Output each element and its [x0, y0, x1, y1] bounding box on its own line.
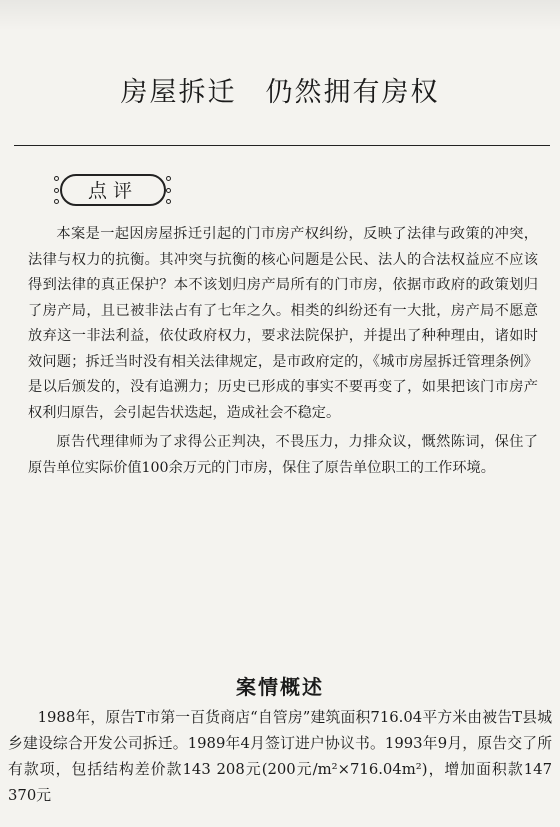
comment-paragraph-2: 原告代理律师为了求得公正判决，不畏压力，力排众议，慨然陈词，保住了原告单位实际价值100余万元的门市房，保住了原告单位职工的工作环境。	[28, 434, 538, 476]
comment-section	[28, 222, 538, 481]
scan-edge	[0, 0, 560, 30]
case-summary	[8, 705, 552, 809]
case-summary-paragraph: 1988年，原告T市第一百货商店“自管房”建筑面积716.04平方米由被告T县城乡建设综合开发公司拆迁。1989年4月签订进户协议书。1993年9月，原告交了所有款项，包括结构差价款143 208元(200元/m²×716.04m²)，增加面积款147 370元	[8, 709, 552, 804]
page-title: 房屋拆迁 仍然拥有房权	[120, 77, 440, 109]
divider	[14, 145, 550, 146]
comment-paragraph-1: 本案是一起因房屋拆迁引起的门市房产权纠纷，反映了法律与政策的冲突，法律与权力的抗衡。其冲突与抗衡的核心问题是公民、法人的合法权益应不应该得到法律的真正保护？本不该划归房产局所有的门市房，依据市政府的政策划归了房产局，且已被非法占有了七年之久。相类的纠纷还有一大批，房产局不愿意放弃这一非法利益，依仗政府权力，要求法院保护，并提出了种种理由，诸如时效问题；拆迁当时没有相关法律规定，是市政府定的，《城市房屋拆迁管理条例》是以后颁发的，没有追溯力；历史已形成的事实不要再变了，如果把该门市房产权利归原告，会引起告状迭起，造成社会不稳定。	[28, 226, 538, 421]
comment-badge	[54, 170, 172, 210]
badge-label: 点评	[87, 180, 138, 202]
section-title: 案情概述	[236, 674, 324, 699]
